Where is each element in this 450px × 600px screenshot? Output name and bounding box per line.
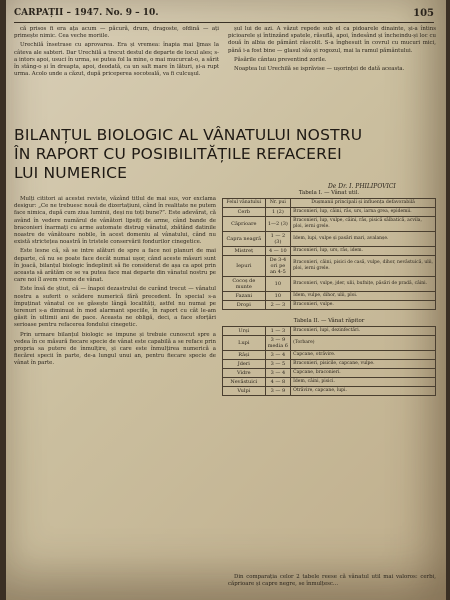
table-cell: 10 [265,277,291,292]
table-row [223,360,436,369]
table-cell: 1 (2) [265,208,291,217]
top-left-column [14,26,219,80]
table-cell: Braconieri, lup, vulpe, câini, râs, pisică sălbatică, acvila, ploi, ierni grele. [291,217,436,232]
table-row [223,387,436,396]
table-cell: Braconieri, lupi, dezinfectări. [291,327,436,336]
table-row [223,327,436,336]
table-cell: 2 — 3 [265,301,291,310]
table-cell: 3 — 9 media 6 [265,336,291,351]
table-row [223,256,436,277]
table-cell: 3 — 5 [265,360,291,369]
table-cell: 4 — 10 [265,247,291,256]
table-cell: Lupi [223,336,266,351]
table-row [223,336,436,351]
table-cell: Idem, lupi, vulpe și pasări mari, avalanșe. [291,232,436,247]
table-cell: Capcane, otrăvire. [291,351,436,360]
table-cell: Mistreț [223,247,266,256]
table-cell: Capcane, braconieri. [291,369,436,378]
table-row [223,301,436,310]
table-cell: Vidre [223,369,266,378]
page-header [14,8,434,22]
title-line: ÎN RAPORT CU POSIBILITĂȚILE REFACEREI [14,145,342,163]
table-cell: Braconieri, lup, urs, râs, idem. [291,247,436,256]
table-cell: Idem, vulpe, dihor, ulii, ploi. [291,292,436,301]
table-cell: Căprioare [223,217,266,232]
table-cell: 1 — 2 (3) [265,232,291,247]
table-cell: 3 — 9 [265,387,291,396]
table-cell: Braconieri, câini, pisici de casă, vulpe, dihor, nevăstuică, ulii, ploi, ierni grele. [291,256,436,277]
table-cell: Braconieri, pisicile, capcane, vulpe. [291,360,436,369]
table-row [223,277,436,292]
header-rule [14,22,434,23]
table-cell: Nevăstuici [223,378,266,387]
table1-body [223,208,436,310]
article-author: De Dr. I. PHILIPOVICI [328,183,396,190]
paragraph: Prin urmare bilanțul biologic se impune și trebuie cunoscut spre a vedea în ce măsură fiecare specie de vânat este capabilă a se reface prin propria sa putere de înmulțire, și care este înmulțirea numerică a fiecărei specii în parte, de-a lungul unui an, pentru fiecare specie de vânat în parte. [14,331,216,367]
journal-title: CARPAȚII – 1947. No. 9 – 10. [14,8,159,18]
top-right-column [228,26,436,75]
paragraph: Urechilă însetrase cu aprovarea. Era și vremea: înapia mai ljmas la câteva ale sabteri. Dar Urechilă a trecut destul de departe de locul ales; s-a intors apoi, usuci în urma, se putea fol la mine, o mai mucurcat-o, a sărit în stâng-o și în dreapta, apoi, deodată, ca un salt mare în lături, și-a rupt urma. Acolo unde a căzut, după priceperea socoteală, va fi culcuşul. [14,42,219,78]
table-header-cell: Dușmanii principali și influența defavorabilă [291,199,436,208]
table-row [223,247,436,256]
table-header-cell: Nr. pui [265,199,291,208]
table-row [223,378,436,387]
table-cell: Braconieri, lup, câini, râs, urs, iarna grea, epidemii. [291,208,436,217]
table-cell: 3 — 4 [265,351,291,360]
table-cell: Braconieri, vulpe. [291,301,436,310]
title-line: BILANȚUL BIOLOGIC AL VÂNATULUI NOSTRU [14,126,363,144]
paragraph: Este lesne că, să se intre alături de spre a face noi planuri de mai departe, că nu se poate face decât numai ușor, când aceste măsuri sunt în joacă, bilanțul biologic îndeplinit să fie considerat de așa ca apoi prin aceasta să arătăm ce se va putea face mai departe din vânatul nostru pe care noi îl avem vreme de vânat. [14,248,216,284]
table-cell: 4 — 8 [265,378,291,387]
table1-caption: Tabela I. — Vânat util. [298,190,360,196]
table-row [223,369,436,378]
footer-paragraph: Din comparația celor 2 tabele reese că vânatul util mai valoros: cerbi, căprioare și capre negre, se înmulțesc... [228,574,436,587]
paragraph: Este însă de știut, că — înapoi dezastrului de curând trecut — vânatul nostru a suferit o scădere numerică fără precedent. În special s-a împuținat vânatul ce se găsește lângă localități, astfel nu numai pe terenuri s-a diminuat în mod alarmant speciile, în raport cu cât le-am găsit în ultimii ani de pace. Aceasta ne obligă, deci, a face sforțări serioase pentru refacerea fondului cinegetic. [14,286,216,329]
journal-page [6,0,446,600]
article-body-column [14,196,216,370]
table-cell: Braconieri, vulpe, jder, ulii, bufnițe, păsări de pradă, câini. [291,277,436,292]
table-cell: Cocoș de munte [223,277,266,292]
table-cell: Fazani [223,292,266,301]
table-predatory-game [222,326,436,396]
paragraph: șul lui de azi. A văzut repede sub el ca pidoarele dinainte, și-a întins picioarele și întinzând spatele, răsuflă, apoi, îndesând și încheindu-și loc cu două în albia de pământ răscolit. S-a înghesuit în covrul cu mucuri mici, până i-a fost bine — glasul său și rogozul, mai la ramul pământului. [228,26,436,54]
table-row [223,351,436,360]
table-cell: Vulpi [223,387,266,396]
table-cell: Capra neagră [223,232,266,247]
table-cell: Urși [223,327,266,336]
table-cell: 3 — 4 [265,369,291,378]
table-cell: Cerb [223,208,266,217]
table-row [223,208,436,217]
page-number: 105 [413,8,434,19]
table2-caption: Tabela II. — Vânat răpitor [293,318,365,324]
table-row [223,217,436,232]
table-cell: Idem, câini, pisici. [291,378,436,387]
paragraph: Mulți cititori ai acestei reviste, văzând titlul de mai sus, vor exclama desigur: „Ce ne trebuesc nouă de dizertațiuni, când în realitate ne putem face nimica, după cum ziua luminii, deși nu toți bune?”. Este adevărat, că având în vedere numărul de vânători lipsiți de arme, când bande de braconieri înarmați cu arme automate distrug vânatul, zbătând datinile noastre de vânătoare nobile, în acest domeniu al vânatului, când nu există strictețea noastră în tristele conservării fondurilor cinegetice. [14,196,216,246]
table-row [223,292,436,301]
table-cell: Râși [223,351,266,360]
tables-column [222,188,436,396]
table-header-cell: Felul vânatului [223,199,266,208]
paragraph: că prisos fi era ața acum — păcură, drum, dragoste, ofdină — ați primește nimic. Cea veche moriile. [14,26,219,40]
table-cell: Iepuri [223,256,266,277]
table2-body [223,327,436,396]
table-cell: 1 — 3 [265,327,291,336]
table-cell: 1—2 (3) [265,217,291,232]
title-line: LUI NUMERICE [14,164,128,182]
table-cell: Otrăvire, capcane, lupi. [291,387,436,396]
table-cell: (Torbare) [291,336,436,351]
paragraph: Păsările cântau preventind zorile. [234,56,327,63]
article-title [14,126,434,183]
table-row [223,232,436,247]
table-cell: Jderi [223,360,266,369]
table-cell: Dropi [223,301,266,310]
table-useful-game [222,198,436,310]
table-cell: 10 [265,292,291,301]
paragraph: Noaptea lui Urechilă se isprăvise — ușorinței de dată aceasta. [234,66,405,73]
table-cell: De 3-4 ori pe an 4-5 [265,256,291,277]
